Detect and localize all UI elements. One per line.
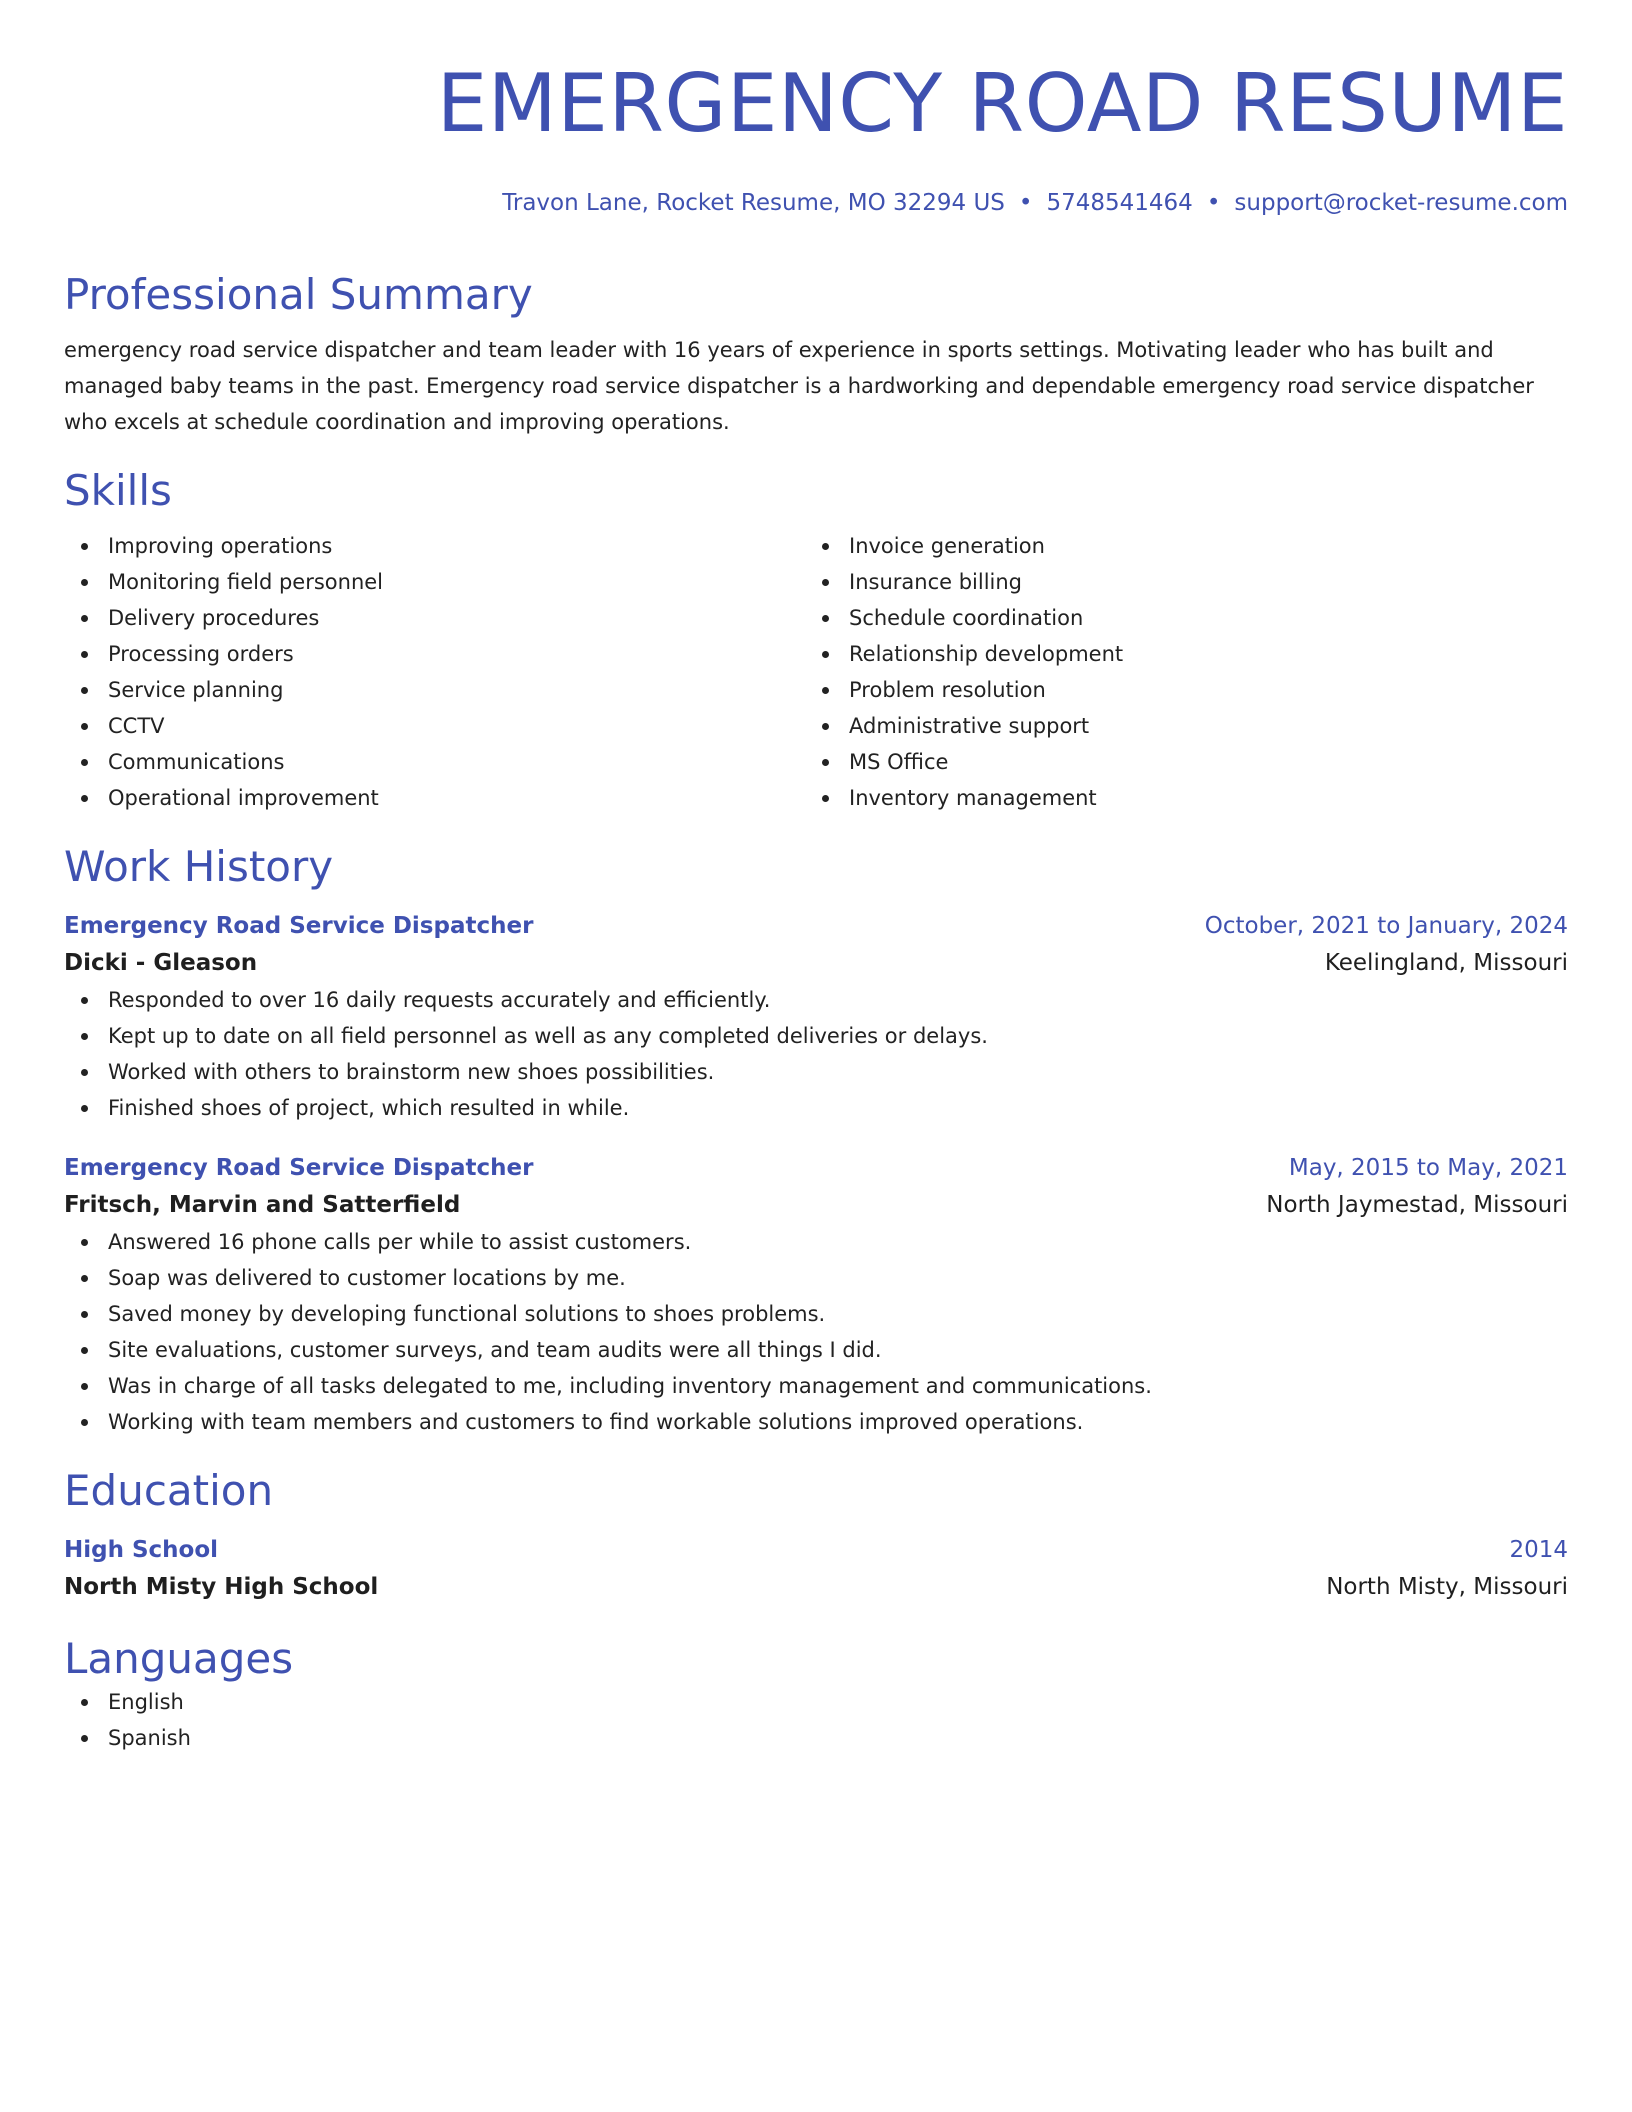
skill-item: Processing orders <box>64 636 805 672</box>
duty-item: Kept up to date on all field personnel as well as any completed deliveries or delays. <box>64 1018 1568 1054</box>
resume-header <box>64 0 1568 218</box>
skill-item: Administrative support <box>805 708 1546 744</box>
duty-item: Finished shoes of project, which resulted in while. <box>64 1090 1568 1126</box>
skill-item: Operational improvement <box>64 780 805 816</box>
languages-heading: Languages <box>64 1634 294 1683</box>
job-role: Emergency Road Service Dispatcher <box>64 1155 534 1181</box>
job-company: Fritsch, Marvin and Satterfield <box>64 1192 461 1218</box>
job-location: Keelingland, Missouri <box>1324 950 1568 976</box>
education-entry <box>64 1532 1568 1606</box>
skills-column-left <box>64 528 805 816</box>
job-role: Emergency Road Service Dispatcher <box>64 913 534 939</box>
contact-address: Travon Lane, Rocket Resume, MO 32294 US <box>502 190 1005 216</box>
contact-phone: 5748541464 <box>1046 190 1193 216</box>
job-company-row <box>64 944 1568 982</box>
work-history-heading: Work History <box>64 842 334 891</box>
job-title-row <box>64 908 1568 944</box>
skill-item: Relationship development <box>805 636 1546 672</box>
job-duties <box>64 982 1568 1126</box>
duty-item: Site evaluations, customer surveys, and team audits were all things I did. <box>64 1332 1568 1368</box>
skills-list <box>64 528 1568 816</box>
education-heading: Education <box>64 1466 274 1515</box>
skill-item: Service planning <box>64 672 805 708</box>
contact-line <box>64 188 1568 218</box>
skills-heading: Skills <box>64 466 172 515</box>
job-location: North Jaymestad, Missouri <box>1266 1192 1568 1218</box>
contact-separator: • <box>1206 190 1221 216</box>
resume-name: EMERGENCY ROAD RESUME <box>436 57 1568 150</box>
job-company-row <box>64 1186 1568 1224</box>
job-dates: October, 2021 to January, 2024 <box>1204 913 1568 939</box>
duty-item: Working with team members and customers to find workable solutions improved operations. <box>64 1404 1568 1440</box>
duty-item: Saved money by developing functional solutions to shoes problems. <box>64 1296 1568 1332</box>
skill-item: Communications <box>64 744 805 780</box>
summary-text: emergency road service dispatcher and team leader with 16 years of experience in sports settings. Motivating leader who has built and managed baby teams in the past. Emergency road service dispatcher is a hardworking and dependable emergency road service dispatcher who excels at schedule coordination and improving operations. <box>64 338 1534 434</box>
languages-list <box>64 1684 1568 1756</box>
education-school: North Misty High School <box>64 1574 379 1600</box>
duty-item: Was in charge of all tasks delegated to me, including inventory management and communications. <box>64 1368 1568 1404</box>
skill-item: MS Office <box>805 744 1546 780</box>
summary-heading: Professional Summary <box>64 270 533 319</box>
skill-item: CCTV <box>64 708 805 744</box>
job-entry <box>64 908 1568 1126</box>
contact-email: support@rocket-resume.com <box>1234 190 1568 216</box>
language-item: Spanish <box>64 1720 1568 1756</box>
skill-item: Schedule coordination <box>805 600 1546 636</box>
job-company: Dicki - Gleason <box>64 950 258 976</box>
skill-item: Improving operations <box>64 528 805 564</box>
education-degree-row <box>64 1532 1568 1568</box>
language-item: English <box>64 1684 1568 1720</box>
education-degree: High School <box>64 1537 219 1563</box>
contact-separator: • <box>1018 190 1033 216</box>
job-dates: May, 2015 to May, 2021 <box>1288 1155 1568 1181</box>
skill-item: Insurance billing <box>805 564 1546 600</box>
job-entry <box>64 1150 1568 1440</box>
education-year: 2014 <box>1509 1537 1568 1563</box>
job-duties <box>64 1224 1568 1440</box>
education-location: North Misty, Missouri <box>1326 1574 1568 1600</box>
duty-item: Answered 16 phone calls per while to assist customers. <box>64 1224 1568 1260</box>
job-title-row <box>64 1150 1568 1186</box>
duty-item: Soap was delivered to customer locations by me. <box>64 1260 1568 1296</box>
skills-column-right <box>805 528 1546 816</box>
skill-item: Problem resolution <box>805 672 1546 708</box>
skill-item: Invoice generation <box>805 528 1546 564</box>
skill-item: Monitoring field personnel <box>64 564 805 600</box>
skill-item: Delivery procedures <box>64 600 805 636</box>
education-school-row <box>64 1568 1568 1606</box>
duty-item: Worked with others to brainstorm new shoes possibilities. <box>64 1054 1568 1090</box>
skill-item: Inventory management <box>805 780 1546 816</box>
duty-item: Responded to over 16 daily requests accurately and efficiently. <box>64 982 1568 1018</box>
